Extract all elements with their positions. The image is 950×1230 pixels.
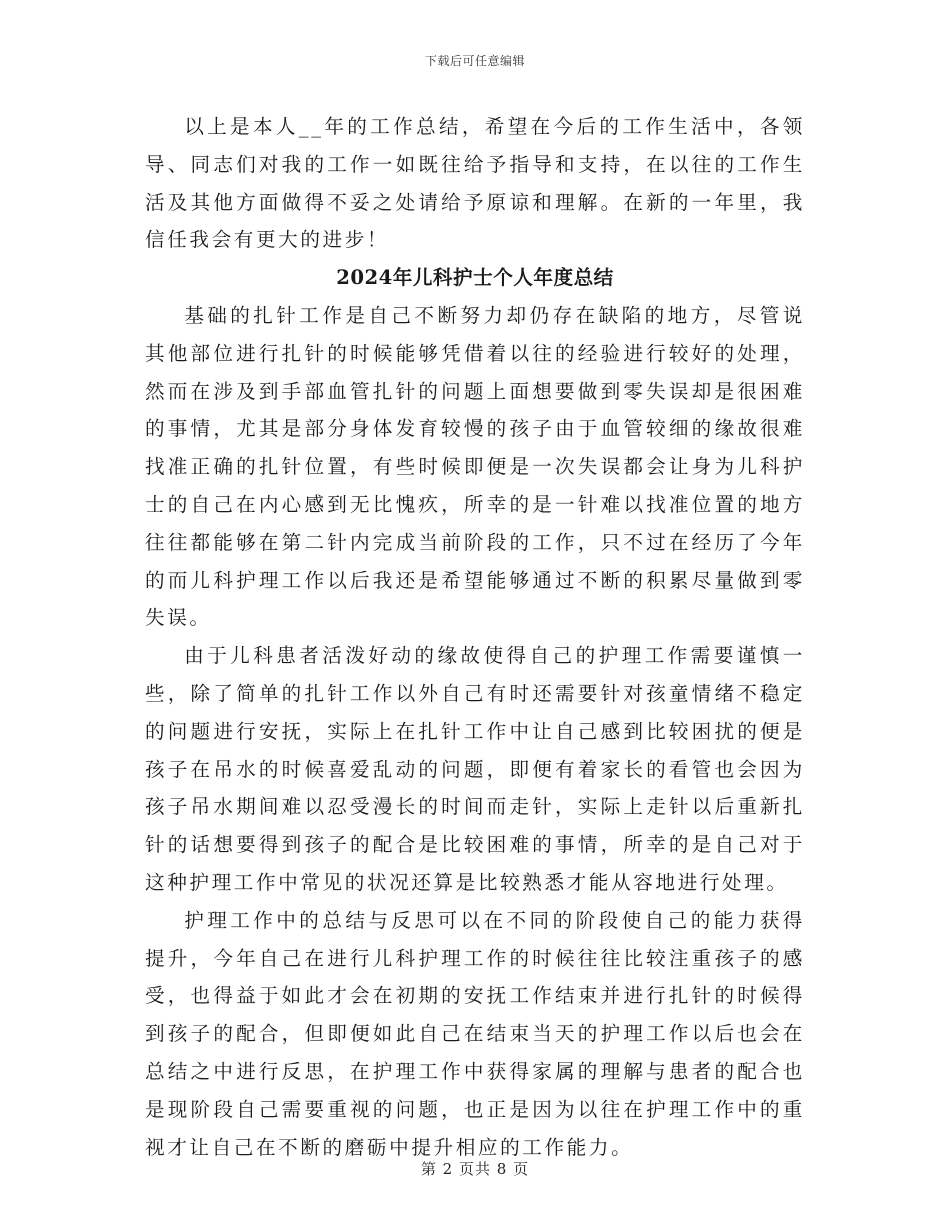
- header-note: 下载后可任意编辑: [424, 54, 525, 68]
- body-paragraph-3: 护理工作中的总结与反思可以在不同的阶段使自己的能力获得提升，今年自己在进行儿科护理工作的时候往往比较注重孩子的感受，也得益于如此才会在初期的安抚工作结束并进行扎针的时候得到孩子的配合，但即便如此自己在结束当天的护理工作以后也会在总结之中进行反思，在护理工作中获得家属的理解与患者的配合也是现阶段自己需要重视的问题，也正是因为以往在护理工作中的重视才让自己在不断的磨砺中提升相应的工作能力。: [145, 908, 805, 1159]
- body-paragraph-1: 基础的扎针工作是自己不断努力却仍存在缺陷的地方，尽管说其他部位进行扎针的时候能够凭借着以往的经验进行较好的处理，然而在涉及到手部血管扎针的问题上面想要做到零失误却是很困难的事情，尤其是部分身体发育较慢的孩子由于血管较细的缘故很难找准正确的扎针位置，有些时候即便是一次失误都会让身为儿科护士的自己在内心感到无比愧疚，所幸的是一针难以找准位置的地方往往都能够在第二针内完成当前阶段的工作，只不过在经历了今年的而儿科护理工作以后我还是希望能够通过不断的积累尽量做到零失误。: [145, 303, 805, 630]
- document-body: [145, 108, 805, 1166]
- page-number: 第 2 页共 8 页: [420, 1160, 530, 1178]
- body-paragraph-2: 由于儿科患者活泼好动的缘故使得自己的护理工作需要谨慎一些，除了简单的扎针工作以外自己有时还需要针对孩童情绪不稳定的问题进行安抚，实际上在扎针工作中让自己感到比较困扰的便是孩子在吊水的时候喜爱乱动的问题，即便有着家长的看管也会因为孩子吊水期间难以忍受漫长的时间而走针，实际上走针以后重新扎针的话想要得到孩子的配合是比较困难的事情，所幸的是自己对于这种护理工作中常见的状况还算是比较熟悉才能从容地进行处理。: [145, 644, 805, 894]
- section-title: 2024年儿科护士个人年度总结: [336, 266, 614, 290]
- intro-paragraph: 以上是本人__年的工作总结，希望在今后的工作生活中，各领导、同志们对我的工作一如既往给予指导和支持，在以往的工作生活及其他方面做得不妥之处请给予原谅和理解。在新的一年里，我信任我会有更大的进步！: [145, 115, 805, 252]
